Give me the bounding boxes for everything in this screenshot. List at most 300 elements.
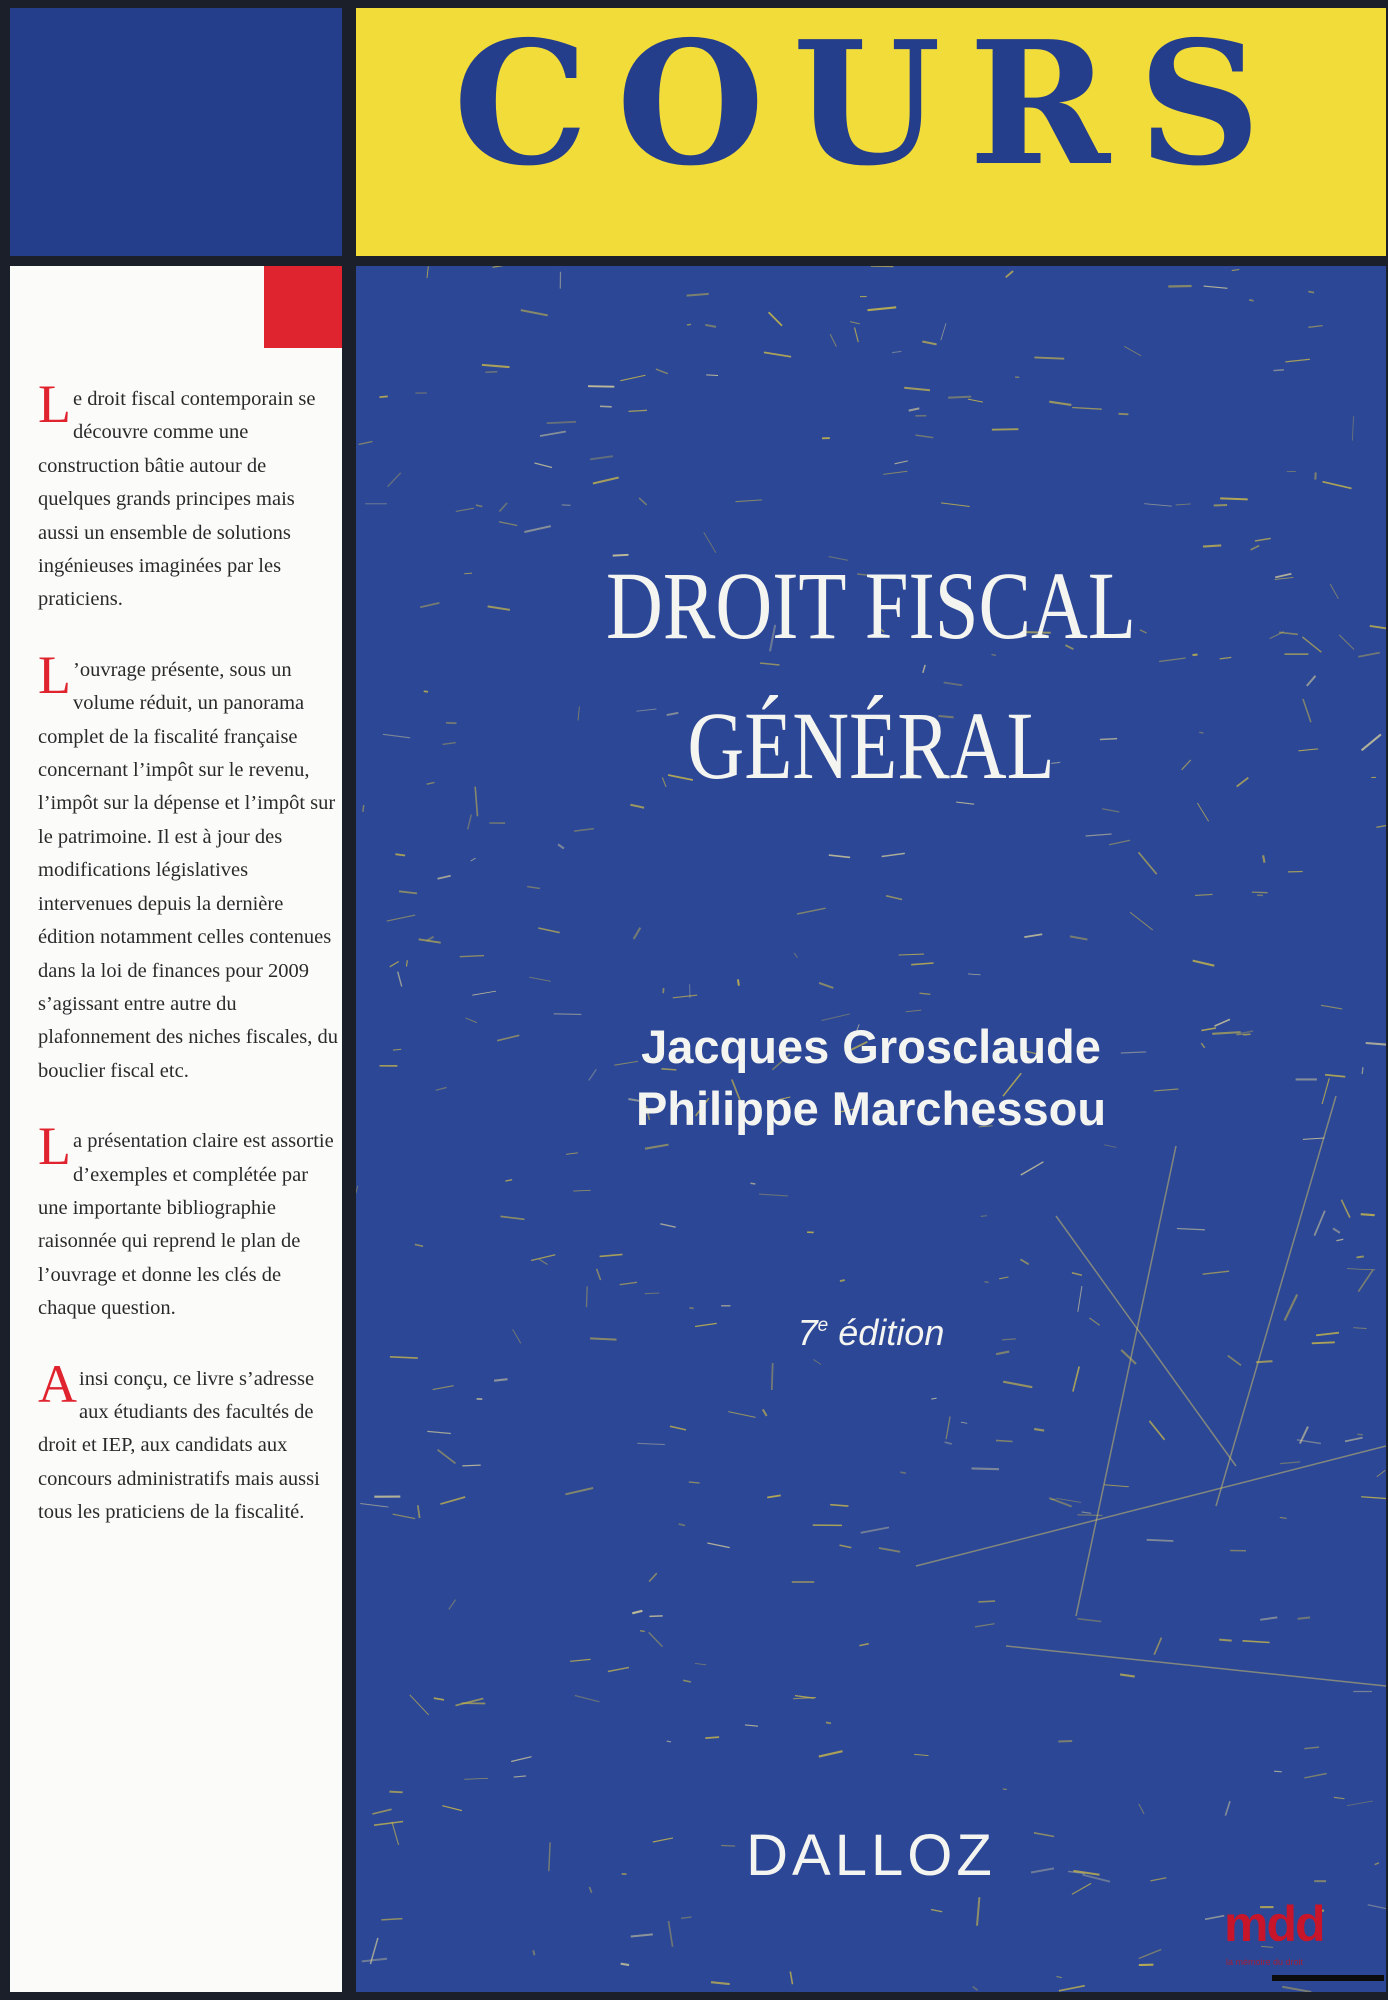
edition-label	[356, 1312, 1386, 1354]
scratch-mark	[1358, 653, 1380, 657]
scratch-mark	[1347, 1801, 1373, 1806]
scratch-mark	[1339, 635, 1354, 650]
scratch-mark	[1072, 408, 1102, 410]
scratch-mark	[482, 365, 510, 367]
scratch-mark	[1144, 504, 1172, 507]
scratch-mark	[629, 410, 648, 411]
scratch-mark	[941, 323, 946, 340]
scratch-mark	[1336, 1239, 1343, 1241]
scratch-mark	[1203, 1271, 1230, 1274]
scratch-mark	[759, 1194, 788, 1196]
scratch-mark	[1139, 852, 1157, 874]
scratch-mark	[790, 1972, 792, 1985]
scratch-mark	[566, 1153, 578, 1155]
scratch-mark	[1070, 936, 1088, 939]
scratch-mark	[1263, 855, 1264, 862]
scratch-mark	[535, 463, 553, 468]
scratch-mark	[395, 854, 405, 855]
stamp-caption: la mémoire du droit	[1226, 1957, 1304, 1967]
scratch-mark	[575, 1696, 600, 1702]
scratch-mark	[695, 1663, 706, 1664]
scratch-mark	[978, 1601, 995, 1602]
scratch-mark	[1154, 1638, 1161, 1655]
scratch-mark	[931, 1398, 936, 1399]
scratch-mark	[640, 1631, 645, 1632]
scratch-mark	[830, 1505, 848, 1506]
scratch-mark	[975, 1624, 995, 1627]
scratch-mark	[687, 324, 691, 325]
scratch-mark	[1034, 1429, 1044, 1431]
scratch-mark	[573, 1190, 590, 1191]
series-label: COURS	[453, 4, 1289, 204]
scratch-mark	[1177, 1229, 1205, 1230]
scratch-mark	[456, 1699, 484, 1706]
scratch-mark	[1273, 370, 1284, 371]
scratch-mark	[667, 1741, 671, 1742]
scratch-mark	[767, 1495, 781, 1497]
scratch-mark	[1357, 1434, 1363, 1435]
scratch-mark	[794, 953, 797, 958]
scratch-mark	[1252, 892, 1268, 893]
scratch-mark	[442, 1806, 462, 1811]
edition-superscript: e	[817, 1315, 829, 1336]
scratch-mark	[501, 1216, 525, 1219]
scratch-mark	[931, 1910, 942, 1912]
scratch-mark	[593, 478, 619, 484]
scratch-mark	[904, 388, 930, 391]
scratch-mark	[1280, 1462, 1300, 1464]
scratch-mark	[1124, 346, 1141, 355]
scratch-mark	[1024, 934, 1042, 937]
scratch-mark	[493, 266, 504, 267]
scratch-mark	[464, 1778, 488, 1779]
edition-number: 7	[797, 1312, 818, 1353]
scratch-mark	[1232, 270, 1240, 271]
scratch-mark	[769, 312, 782, 326]
scratch-mark	[679, 1524, 686, 1526]
publisher-logo: DALLOZ	[746, 1823, 996, 1888]
scratch-mark	[855, 328, 859, 343]
scratch-mark	[511, 1757, 531, 1762]
scratch-mark	[1120, 1674, 1135, 1676]
scratch-mark	[1370, 626, 1386, 629]
scratch-mark	[1139, 1950, 1162, 1959]
scratch-mark	[681, 1917, 692, 1918]
scratch-mark	[494, 1379, 507, 1381]
scratch-mark	[570, 1659, 591, 1661]
scratch-mark	[427, 266, 428, 278]
scratch-mark	[945, 1442, 952, 1444]
scratch-mark	[590, 456, 613, 459]
scratch-mark	[649, 1616, 662, 1617]
scratch-mark	[514, 1776, 526, 1777]
scratch-mark	[1021, 1162, 1044, 1175]
scratch-mark	[521, 310, 548, 315]
scratch-mark	[1059, 1986, 1085, 1991]
scratch-mark	[1323, 482, 1352, 489]
scratch-mark	[1274, 1771, 1282, 1772]
scratch-mark	[763, 1409, 767, 1416]
scratch-mark	[1193, 961, 1215, 966]
scratch-mark	[587, 1286, 588, 1307]
scratch-mark	[906, 1010, 922, 1012]
scratch-mark	[1073, 1367, 1079, 1392]
scratch-mark	[1298, 1617, 1311, 1618]
scratch-mark	[973, 1987, 978, 1991]
scratch-mark	[1176, 504, 1191, 505]
scratch-mark	[1149, 1421, 1164, 1440]
scratch-mark	[639, 498, 647, 505]
scratch-mark	[390, 1792, 403, 1793]
blurb-paragraph-text: ’ouvrage présente, sous un volume réduit, un panorama complet de la fiscalité française concernant l’impôt sur le revenu, l’impôt sur la dépense et l’impôt sur le patrimoine. Il est à jour des modifications législatives intervenues depuis la dernière édition notamment celles contenues dans la loi de finances pour 2009 s’agissant entre autre du plafonnement des niches fiscales, du bouclier fiscal etc.	[38, 658, 339, 1082]
scratch-mark	[1307, 676, 1316, 686]
scratch-mark	[1168, 286, 1191, 287]
scratch-mark	[1147, 1540, 1174, 1541]
scratch-mark	[600, 1254, 623, 1256]
scratch-mark	[649, 1632, 663, 1646]
scratch-mark	[705, 325, 716, 327]
scratch-mark	[1304, 1747, 1319, 1749]
scratch-mark	[670, 1426, 686, 1430]
scratch-mark	[750, 1183, 755, 1184]
scratch-mark	[645, 1145, 669, 1149]
scratch-mark	[1321, 1005, 1342, 1009]
scratch-mark	[911, 963, 933, 965]
scratch-mark	[1056, 1977, 1061, 1978]
scratch-mark	[689, 1482, 700, 1483]
scratch-mark	[1219, 1640, 1232, 1641]
scratch-mark	[985, 1282, 989, 1283]
scratch-mark	[363, 805, 364, 812]
scratch-mark	[961, 1422, 967, 1423]
scratch-mark	[1347, 1269, 1375, 1270]
scratch-mark	[941, 503, 970, 507]
scratch-mark	[1072, 1273, 1082, 1276]
scratch-mark	[916, 1446, 1386, 1566]
scratch-mark	[427, 783, 435, 785]
scratch-mark	[673, 995, 698, 998]
scratch-mark	[968, 399, 983, 402]
scratch-mark	[707, 1543, 729, 1548]
scratch-mark	[1076, 1146, 1176, 1616]
author-name: Jacques Grosclaude	[641, 1020, 1101, 1073]
scratch-mark	[372, 1809, 391, 1814]
scratch-mark	[524, 526, 550, 532]
scratch-mark	[1195, 894, 1213, 895]
scratch-mark	[383, 734, 410, 738]
scratch-mark	[669, 1921, 673, 1947]
blurb-paragraph	[38, 1116, 338, 1325]
scratch-mark	[468, 815, 472, 830]
scratch-mark	[531, 1255, 555, 1261]
scratch-mark	[840, 1545, 852, 1548]
scratch-mark	[1006, 271, 1013, 277]
scratch-mark	[1314, 1211, 1325, 1236]
scratch-mark	[1341, 1200, 1350, 1218]
scratch-mark	[390, 962, 399, 967]
scratch-mark	[433, 1386, 454, 1390]
scratch-mark	[1352, 416, 1353, 440]
scratch-mark	[356, 1186, 358, 1209]
drop-cap: L	[38, 644, 71, 705]
scratch-mark	[999, 1277, 1008, 1279]
scratch-mark	[1130, 912, 1153, 930]
scratch-mark	[914, 1754, 928, 1755]
scratch-mark	[861, 1527, 889, 1532]
edition-word: édition	[838, 1312, 945, 1353]
scratch-mark	[565, 1488, 593, 1494]
scratch-mark	[440, 1497, 465, 1504]
scratch-mark	[620, 375, 645, 381]
scratch-mark	[620, 1282, 637, 1284]
scratch-mark	[393, 1514, 416, 1519]
scratch-mark	[1078, 1286, 1082, 1312]
title-line-1: DROIT FISCAL	[606, 552, 1136, 659]
scratch-mark	[645, 1293, 660, 1294]
scratch-mark	[529, 977, 550, 981]
scratch-mark	[660, 1224, 675, 1227]
scratch-mark	[1302, 637, 1321, 652]
scratch-mark	[972, 1468, 1000, 1469]
scratch-mark	[1249, 300, 1254, 301]
scratch-mark	[868, 307, 897, 310]
scratch-mark	[621, 1964, 629, 1965]
scratch-mark	[1358, 1270, 1373, 1292]
stamp-bar	[1272, 1975, 1384, 1981]
scratch-mark	[1330, 584, 1338, 599]
scratch-mark	[387, 915, 415, 921]
scratch-mark	[407, 960, 408, 966]
scratch-mark	[738, 979, 739, 985]
scratch-mark	[588, 386, 614, 387]
scratch-mark	[420, 603, 439, 607]
scratch-mark	[968, 974, 980, 975]
scratch-mark	[981, 1216, 987, 1217]
scratch-mark	[359, 442, 373, 445]
scratch-mark	[899, 954, 924, 955]
scratch-mark	[1282, 1987, 1311, 1992]
scratch-mark	[1082, 1512, 1092, 1513]
scratch-mark	[687, 294, 709, 296]
scratch-mark	[1078, 1515, 1103, 1516]
scratch-mark	[1303, 699, 1311, 722]
scratch-mark	[600, 406, 612, 407]
watermark-stamp	[1222, 1895, 1386, 1985]
scratch-mark	[879, 1548, 900, 1552]
scratch-mark	[562, 505, 571, 506]
scratch-mark	[388, 473, 401, 487]
blurb-text	[38, 374, 339, 1567]
scratch-mark	[900, 1472, 906, 1473]
scratch-mark	[892, 351, 901, 352]
scratch-mark	[476, 505, 483, 507]
scratch-mark	[637, 1443, 665, 1444]
scratch-mark	[434, 1698, 444, 1700]
scratch-mark	[360, 1504, 388, 1508]
scratch-mark	[1280, 1518, 1287, 1519]
scratch-mark	[735, 500, 762, 502]
scratch-mark	[574, 829, 594, 831]
scratch-mark	[895, 461, 908, 464]
scratch-mark	[390, 1357, 418, 1358]
blurb-paragraph	[38, 374, 338, 617]
scratch-mark	[797, 908, 826, 914]
scratch-mark	[1308, 326, 1322, 328]
drop-cap: L	[38, 374, 71, 434]
scratch-mark	[415, 1244, 423, 1246]
scratch-mark	[649, 1573, 657, 1581]
scratch-mark	[1204, 286, 1228, 288]
scratch-mark	[485, 372, 497, 373]
scratch-mark	[946, 1417, 950, 1440]
scratch-mark	[916, 435, 934, 438]
scratch-mark	[1361, 1214, 1375, 1215]
scratch-mark	[850, 322, 860, 324]
scratch-mark	[706, 375, 718, 376]
drop-cap: A	[38, 1353, 77, 1414]
scratch-mark	[819, 983, 833, 988]
scratch-mark	[656, 369, 668, 374]
authors	[356, 1016, 1386, 1140]
scratch-mark	[1357, 1256, 1364, 1257]
scratch-mark	[379, 396, 387, 397]
scratch-mark	[462, 1465, 480, 1466]
scratch-mark	[1243, 1641, 1270, 1643]
scratch-mark	[1220, 498, 1248, 499]
scratch-mark	[1034, 357, 1064, 358]
series-banner	[356, 4, 1386, 256]
scratch-mark	[840, 1280, 845, 1281]
corner-color-block	[10, 8, 342, 256]
scratch-mark	[438, 1450, 456, 1464]
scratch-mark	[547, 422, 576, 423]
scratch-mark	[705, 1737, 719, 1738]
scratch-mark	[540, 432, 566, 437]
scratch-mark	[996, 1440, 1013, 1441]
scratch-mark	[992, 429, 1019, 430]
scratch-mark	[471, 858, 476, 861]
cover-front-field	[356, 266, 1386, 1992]
scratch-mark	[1077, 1619, 1101, 1622]
scratch-mark	[427, 1431, 451, 1433]
scratch-mark	[472, 991, 496, 995]
scratch-mark	[1104, 1145, 1116, 1148]
scratch-mark	[922, 342, 936, 345]
scratch-mark	[819, 1751, 843, 1756]
scratch-mark	[1345, 1438, 1363, 1442]
scratch-mark	[1003, 1382, 1032, 1388]
scratch-mark	[882, 853, 905, 856]
scratch-mark	[410, 1695, 429, 1715]
drop-cap: L	[38, 1116, 71, 1177]
scratch-mark	[449, 1600, 456, 1610]
scratch-mark	[909, 408, 920, 410]
scratch-mark	[1020, 1259, 1028, 1264]
scratch-mark	[948, 397, 971, 398]
red-accent-square	[264, 266, 342, 348]
scratch-mark	[920, 993, 931, 994]
scratch-mark	[772, 1363, 773, 1390]
scratch-mark	[399, 891, 417, 893]
scratch-mark	[683, 1680, 691, 1682]
author-name: Philippe Marchessou	[635, 1082, 1107, 1135]
scratch-mark	[533, 1950, 534, 1955]
blurb-paragraph-text: e droit fiscal contemporain se découvre comme une construction bâtie autour de quelques grands principes mais aussi un ensemble de solutions ingénieuses imaginées par les praticiens.	[38, 388, 316, 611]
book-title	[449, 536, 1294, 816]
scratch-mark	[438, 876, 451, 879]
scratch-mark	[418, 1505, 420, 1518]
scratch-mark	[859, 1644, 868, 1646]
scratch-mark	[745, 1725, 758, 1726]
scratch-mark	[1334, 1797, 1345, 1798]
scratch-mark	[558, 844, 564, 848]
blurb-paragraph-text: insi conçu, ce livre s’adresse aux étudiants des facultés de droit et IEP, aux candidats aux concours administratifs mais aussi tous les praticiens de la fiscalité.	[38, 1367, 320, 1524]
scratch-mark	[632, 1611, 642, 1614]
scratch-mark	[554, 1014, 582, 1015]
scratch-mark	[1376, 823, 1386, 828]
scratch-mark	[1049, 402, 1071, 405]
scratch-mark	[830, 334, 836, 347]
scratch-mark	[1216, 1096, 1336, 1506]
scratch-mark	[764, 352, 791, 356]
scratch-mark	[1006, 1646, 1386, 1686]
scratch-mark	[1361, 1497, 1386, 1499]
scratch-mark	[711, 1982, 730, 1984]
blurb-paragraph-text: a présentation claire est assortie d’exemples et complétée par une importante bibliographie raisonnée qui reprend le plan de l’ouvrage et donne les clés de chaque question.	[38, 1130, 334, 1320]
title-line-2: GÉNÉRAL	[687, 692, 1055, 799]
scratch-mark	[813, 1359, 821, 1364]
scratch-mark	[1285, 359, 1310, 362]
scratch-mark	[1299, 749, 1319, 751]
scratch-mark	[362, 1959, 387, 1962]
scratch-mark	[538, 928, 559, 933]
scratch-mark	[1214, 505, 1227, 506]
scratch-mark	[1228, 1356, 1241, 1366]
scratch-mark	[977, 1897, 979, 1926]
scratch-mark	[1058, 1741, 1072, 1742]
scratch-mark	[499, 503, 507, 512]
scratch-mark	[1104, 1485, 1129, 1487]
scratch-mark	[505, 1180, 512, 1181]
scratch-mark	[631, 1934, 653, 1936]
blurb-paragraph	[38, 1353, 338, 1530]
scratch-mark	[1333, 1228, 1340, 1233]
scratch-mark	[527, 887, 540, 889]
scratch-mark	[689, 1308, 693, 1309]
scratch-mark	[1086, 834, 1112, 836]
scratch-mark	[1377, 1470, 1386, 1476]
scratch-mark	[1109, 840, 1130, 845]
scratch-mark	[1225, 1801, 1230, 1816]
scratch-mark	[1362, 734, 1381, 750]
scratch-mark	[381, 1919, 402, 1920]
scratch-mark	[1119, 414, 1129, 415]
scratch-mark	[398, 972, 402, 987]
scratch-mark	[728, 1412, 755, 1418]
scratch-mark	[1304, 1774, 1326, 1778]
scratch-mark	[597, 1269, 601, 1280]
scratch-mark	[1260, 1617, 1277, 1619]
blurb-paragraph	[38, 644, 339, 1088]
scratch-mark	[499, 522, 517, 526]
scratch-mark	[460, 956, 484, 957]
stamp-logo: mdd	[1224, 1896, 1324, 1952]
scratch-mark	[608, 1667, 629, 1671]
scratch-mark	[826, 1722, 831, 1723]
scratch-mark	[456, 508, 474, 511]
scratch-mark	[634, 928, 641, 939]
scratch-mark	[539, 1259, 547, 1264]
